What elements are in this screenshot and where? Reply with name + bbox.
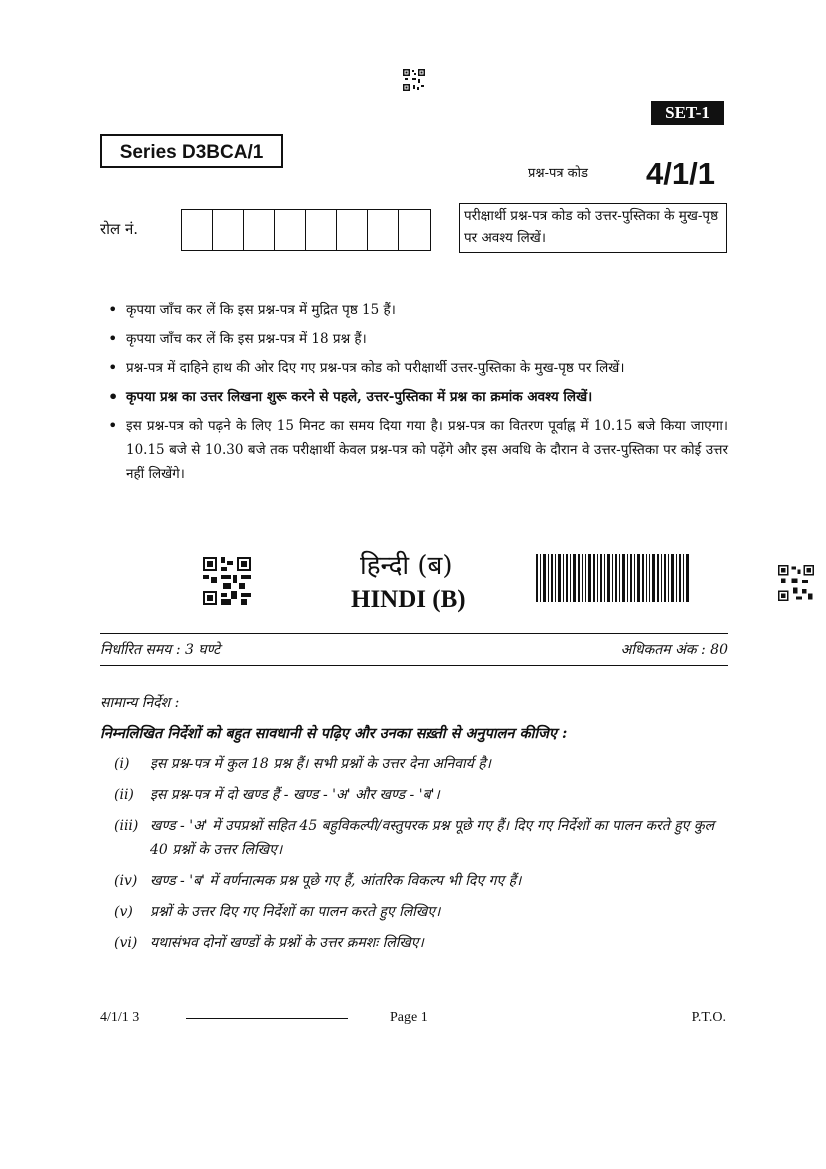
general-instruction-item	[100, 814, 728, 862]
general-instruction-item	[100, 752, 728, 776]
item-number: (iii)	[114, 818, 139, 834]
item-number: (ii)	[114, 787, 134, 803]
general-instruction-item	[100, 783, 728, 807]
item-number: (iv)	[114, 873, 138, 889]
divider	[100, 633, 728, 634]
pto-label: P.T.O.	[691, 1010, 726, 1025]
instruction-item: • प्रश्न-पत्र में दाहिने हाथ की ओर दिए गए प्रश्न-पत्र कोड को परीक्षार्थी उत्तर-पुस्तिका के मुख-पृष्ठ पर लिखें।	[100, 356, 728, 380]
roll-box[interactable]	[399, 210, 430, 250]
item-text: यथासंभव दोनों खण्डों के प्रश्नों के उत्तर क्रमशः लिखिए।	[150, 935, 424, 951]
general-instructions-subheading: निम्नलिखित निर्देशों को बहुत सावधानी से पढ़िए और उनका सख़्ती से अनुपालन कीजिए :	[100, 725, 568, 742]
divider	[100, 665, 728, 666]
item-text: खण्ड - 'ब' में वर्णनात्मक प्रश्न पूछे गए हैं, आंतरिक विकल्प भी दिए गए हैं।	[150, 873, 522, 889]
footer-code: 4/1/1 3	[100, 1010, 140, 1025]
footer-rule	[186, 1018, 348, 1019]
paper-code-value: 4/1/1	[646, 156, 715, 191]
item-text: खण्ड - 'अ' में उपप्रश्नों सहित 45 बहुविकल्पी/वस्तुपरक प्रश्न पूछे गए हैं। दिए गए निर्देशों का पालन करते हुए कुल 40 प्रश्नों के उत्तर लिखिए।	[150, 818, 715, 858]
barcode	[536, 554, 690, 606]
roll-box[interactable]	[306, 210, 337, 250]
qr-code-side	[778, 565, 814, 601]
item-number: (v)	[114, 904, 133, 920]
item-text: इस प्रश्न-पत्र में दो खण्ड हैं - खण्ड - 'अ' और खण्ड - 'ब'।	[150, 787, 440, 803]
roll-number-label: रोल नं.	[100, 220, 139, 238]
roll-box[interactable]	[244, 210, 275, 250]
set-label: SET-1	[651, 101, 724, 125]
max-marks: अधिकतम अंक : 80	[620, 642, 728, 658]
subject-title-english: HINDI (B)	[351, 586, 466, 613]
series-code: Series D3BCA/1	[100, 134, 283, 168]
roll-box[interactable]	[275, 210, 306, 250]
general-instruction-item	[100, 931, 728, 955]
paper-code-label: प्रश्न-पत्र कोड	[528, 166, 588, 181]
item-text: इस प्रश्न-पत्र में कुल 18 प्रश्न हैं। सभी प्रश्नों के उत्तर देना अनिवार्य है।	[150, 756, 491, 772]
instruction-item: • कृपया जाँच कर लें कि इस प्रश्न-पत्र में मुद्रित पृष्ठ 15 हैं।	[100, 298, 728, 322]
exam-time: निर्धारित समय : 3 घण्टे	[100, 642, 221, 658]
roll-box[interactable]	[213, 210, 244, 250]
item-number: (vi)	[114, 935, 138, 951]
general-instruction-item	[100, 900, 728, 924]
qr-code-subject	[203, 557, 251, 605]
roll-box[interactable]	[337, 210, 368, 250]
instruction-list	[100, 298, 728, 491]
instruction-item: • इस प्रश्न-पत्र को पढ़ने के लिए 15 मिनट का समय दिया गया है। प्रश्न-पत्र का वितरण पूर्वाह्न में 10.15 बजे किया जाएगा। 10.15 बजे से 10.30 बजे तक परीक्षार्थी केवल प्रश्न-पत्र को पढ़ेंगे और इस अवधि के दौरान वे उत्तर-पुस्तिका पर कोई उत्तर नहीं लिखेंगे।	[100, 414, 728, 486]
roll-box[interactable]	[368, 210, 399, 250]
code-instruction-box: परीक्षार्थी प्रश्न-पत्र कोड को उत्तर-पुस्तिका के मुख-पृष्ठ पर अवश्य लिखें।	[459, 203, 727, 253]
item-text: प्रश्नों के उत्तर दिए गए निर्देशों का पालन करते हुए लिखिए।	[150, 904, 441, 920]
instruction-item: • कृपया जाँच कर लें कि इस प्रश्न-पत्र में 18 प्रश्न हैं।	[100, 327, 728, 351]
general-instruction-item	[100, 869, 728, 893]
general-instructions-list	[100, 752, 728, 962]
general-instructions-heading: सामान्य निर्देश :	[100, 695, 180, 711]
qr-code-top	[403, 69, 425, 91]
item-number: (i)	[114, 756, 130, 772]
subject-title-hindi: हिन्दी (ब)	[360, 551, 453, 581]
instruction-item: • कृपया प्रश्न का उत्तर लिखना शुरू करने से पहले, उत्तर-पुस्तिका में प्रश्न का क्रमांक अवश्य लिखें।	[100, 385, 728, 409]
roll-number-boxes[interactable]	[181, 209, 431, 251]
roll-box[interactable]	[182, 210, 213, 250]
page-number: Page 1	[390, 1010, 428, 1025]
